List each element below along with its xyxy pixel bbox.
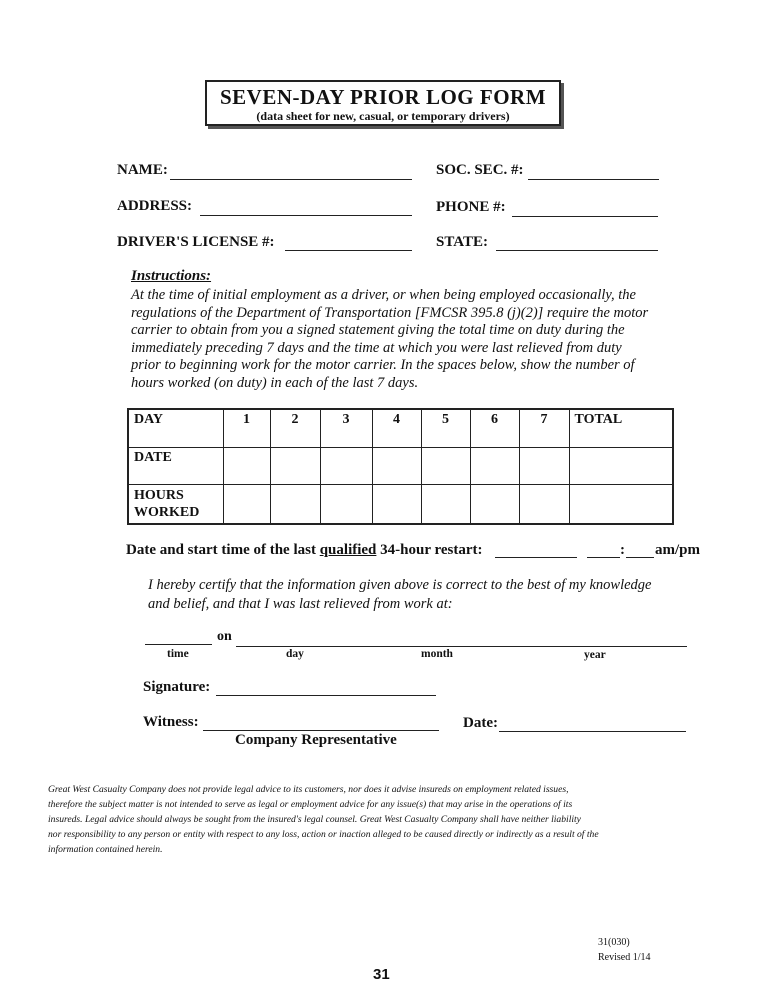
hours-log-table	[127, 408, 674, 525]
relieved-date-field[interactable]	[236, 632, 687, 647]
instructions-heading: Instructions:	[131, 268, 212, 284]
disclaimer-line: Great West Casualty Company does not provide legal advice to its customers, nor does it advise insureds on employment related issues,	[48, 784, 569, 795]
page-number: 31	[373, 966, 390, 983]
phone-label: PHONE #:	[436, 199, 506, 215]
restart-suffix: 34-hour restart:	[380, 542, 483, 558]
restart-date-field[interactable]	[495, 543, 577, 558]
instructions-line: At the time of initial employment as a driver, or when being employed occasionally, the	[131, 287, 636, 303]
name-field[interactable]	[170, 165, 412, 180]
name-label: NAME:	[117, 162, 168, 178]
date-cell-7[interactable]	[519, 447, 569, 484]
relieved-time-field[interactable]	[145, 630, 212, 645]
restart-colon: :	[620, 542, 625, 558]
address-label: ADDRESS:	[117, 198, 193, 214]
restart-ampm: am/pm	[655, 542, 700, 558]
restart-minute-field[interactable]	[626, 543, 654, 558]
disclaimer-line: nor responsibility to any person or entity with respect to any loss, action or inaction alleged to be caused directly or indirectly as a result of the	[48, 829, 599, 840]
certification-line: I hereby certify that the information given above is correct to the best of my knowledge	[148, 577, 652, 593]
witness-field[interactable]	[203, 716, 439, 731]
day-3-header: 3	[320, 409, 372, 447]
hours-cell-7[interactable]	[519, 484, 569, 524]
witness-label: Witness:	[143, 714, 199, 730]
date-cell-3[interactable]	[320, 447, 372, 484]
hours-row	[128, 484, 673, 524]
form-code: 31(030)	[598, 937, 630, 948]
date-cell-4[interactable]	[372, 447, 421, 484]
day-caption: day	[286, 648, 304, 660]
worked-label-line: WORKED	[134, 504, 200, 520]
hours-cell-1[interactable]	[223, 484, 270, 524]
ssn-field[interactable]	[528, 165, 659, 180]
day-2-header: 2	[270, 409, 320, 447]
revision-date: Revised 1/14	[598, 952, 651, 963]
day-1-header: 1	[223, 409, 270, 447]
hours-cell-3[interactable]	[320, 484, 372, 524]
hours-row-label	[128, 484, 223, 524]
year-caption: year	[584, 649, 606, 661]
restart-label	[126, 542, 483, 559]
disclaimer-line: insureds. Legal advice should always be sought from the insured's legal counsel. Great West Casualty Company shall have neither liability	[48, 814, 581, 825]
signature-field[interactable]	[216, 681, 436, 696]
legal-disclaimer	[48, 782, 738, 857]
total-header: TOTAL	[569, 409, 673, 447]
license-label: DRIVER'S LICENSE #:	[117, 234, 275, 250]
day-row	[128, 409, 673, 447]
signature-label: Signature:	[143, 679, 211, 695]
day-7-header: 7	[519, 409, 569, 447]
license-field[interactable]	[285, 236, 412, 251]
instructions-line: regulations of the Department of Transportation [FMCSR 395.8 (j)(2)] require the motor	[131, 304, 649, 321]
certification-text	[148, 576, 708, 614]
date-cell-total[interactable]	[569, 447, 673, 484]
restart-hour-field[interactable]	[587, 543, 620, 558]
instructions-line: hours worked (on duty) in each of the last 7 days.	[131, 374, 419, 391]
date-row	[128, 447, 673, 484]
day-header: DAY	[128, 409, 223, 447]
form-title-box	[205, 80, 561, 126]
on-label: on	[217, 629, 232, 644]
month-caption: month	[421, 648, 453, 660]
form-subtitle: (data sheet for new, casual, or temporary drivers)	[256, 109, 510, 123]
instructions-line: prior to beginning work for the motor carrier. In the spaces below, show the number of	[131, 357, 635, 373]
hours-cell-total[interactable]	[569, 484, 673, 524]
instructions-line: immediately preceding 7 days and the time at which you were last relieved from duty	[131, 339, 622, 356]
state-label: STATE:	[436, 234, 488, 250]
disclaimer-line: therefore the subject matter is not intended to serve as legal or employment advice for any issue(s) that may arise in the operations of its	[48, 799, 573, 810]
address-field[interactable]	[200, 201, 412, 216]
day-6-header: 6	[470, 409, 519, 447]
restart-qualified: qualified	[319, 542, 377, 558]
hours-cell-6[interactable]	[470, 484, 519, 524]
date-label: Date:	[463, 715, 498, 731]
day-4-header: 4	[372, 409, 421, 447]
instructions-line: carrier to obtain from you a signed statement giving the total time on duty during the	[131, 322, 625, 338]
date-cell-2[interactable]	[270, 447, 320, 484]
form-title: SEVEN-DAY PRIOR LOG FORM	[219, 85, 547, 109]
hours-cell-2[interactable]	[270, 484, 320, 524]
certification-line: and belief, and that I was last relieved from work at:	[148, 596, 453, 612]
state-field[interactable]	[496, 236, 658, 251]
company-rep-caption: Company Representative	[235, 732, 397, 748]
ssn-label: SOC. SEC. #:	[436, 162, 524, 178]
date-cell-6[interactable]	[470, 447, 519, 484]
restart-prefix: Date and start time of the last	[126, 542, 316, 558]
hours-cell-4[interactable]	[372, 484, 421, 524]
date-cell-5[interactable]	[421, 447, 470, 484]
date-cell-1[interactable]	[223, 447, 270, 484]
hours-label-line: HOURS	[134, 487, 184, 503]
time-caption: time	[167, 648, 189, 660]
instructions-body	[131, 287, 691, 392]
date-row-label: DATE	[128, 447, 223, 484]
disclaimer-line: information contained herein.	[48, 844, 163, 855]
day-5-header: 5	[421, 409, 470, 447]
hours-cell-5[interactable]	[421, 484, 470, 524]
phone-field[interactable]	[512, 202, 658, 217]
date-field[interactable]	[499, 717, 686, 732]
